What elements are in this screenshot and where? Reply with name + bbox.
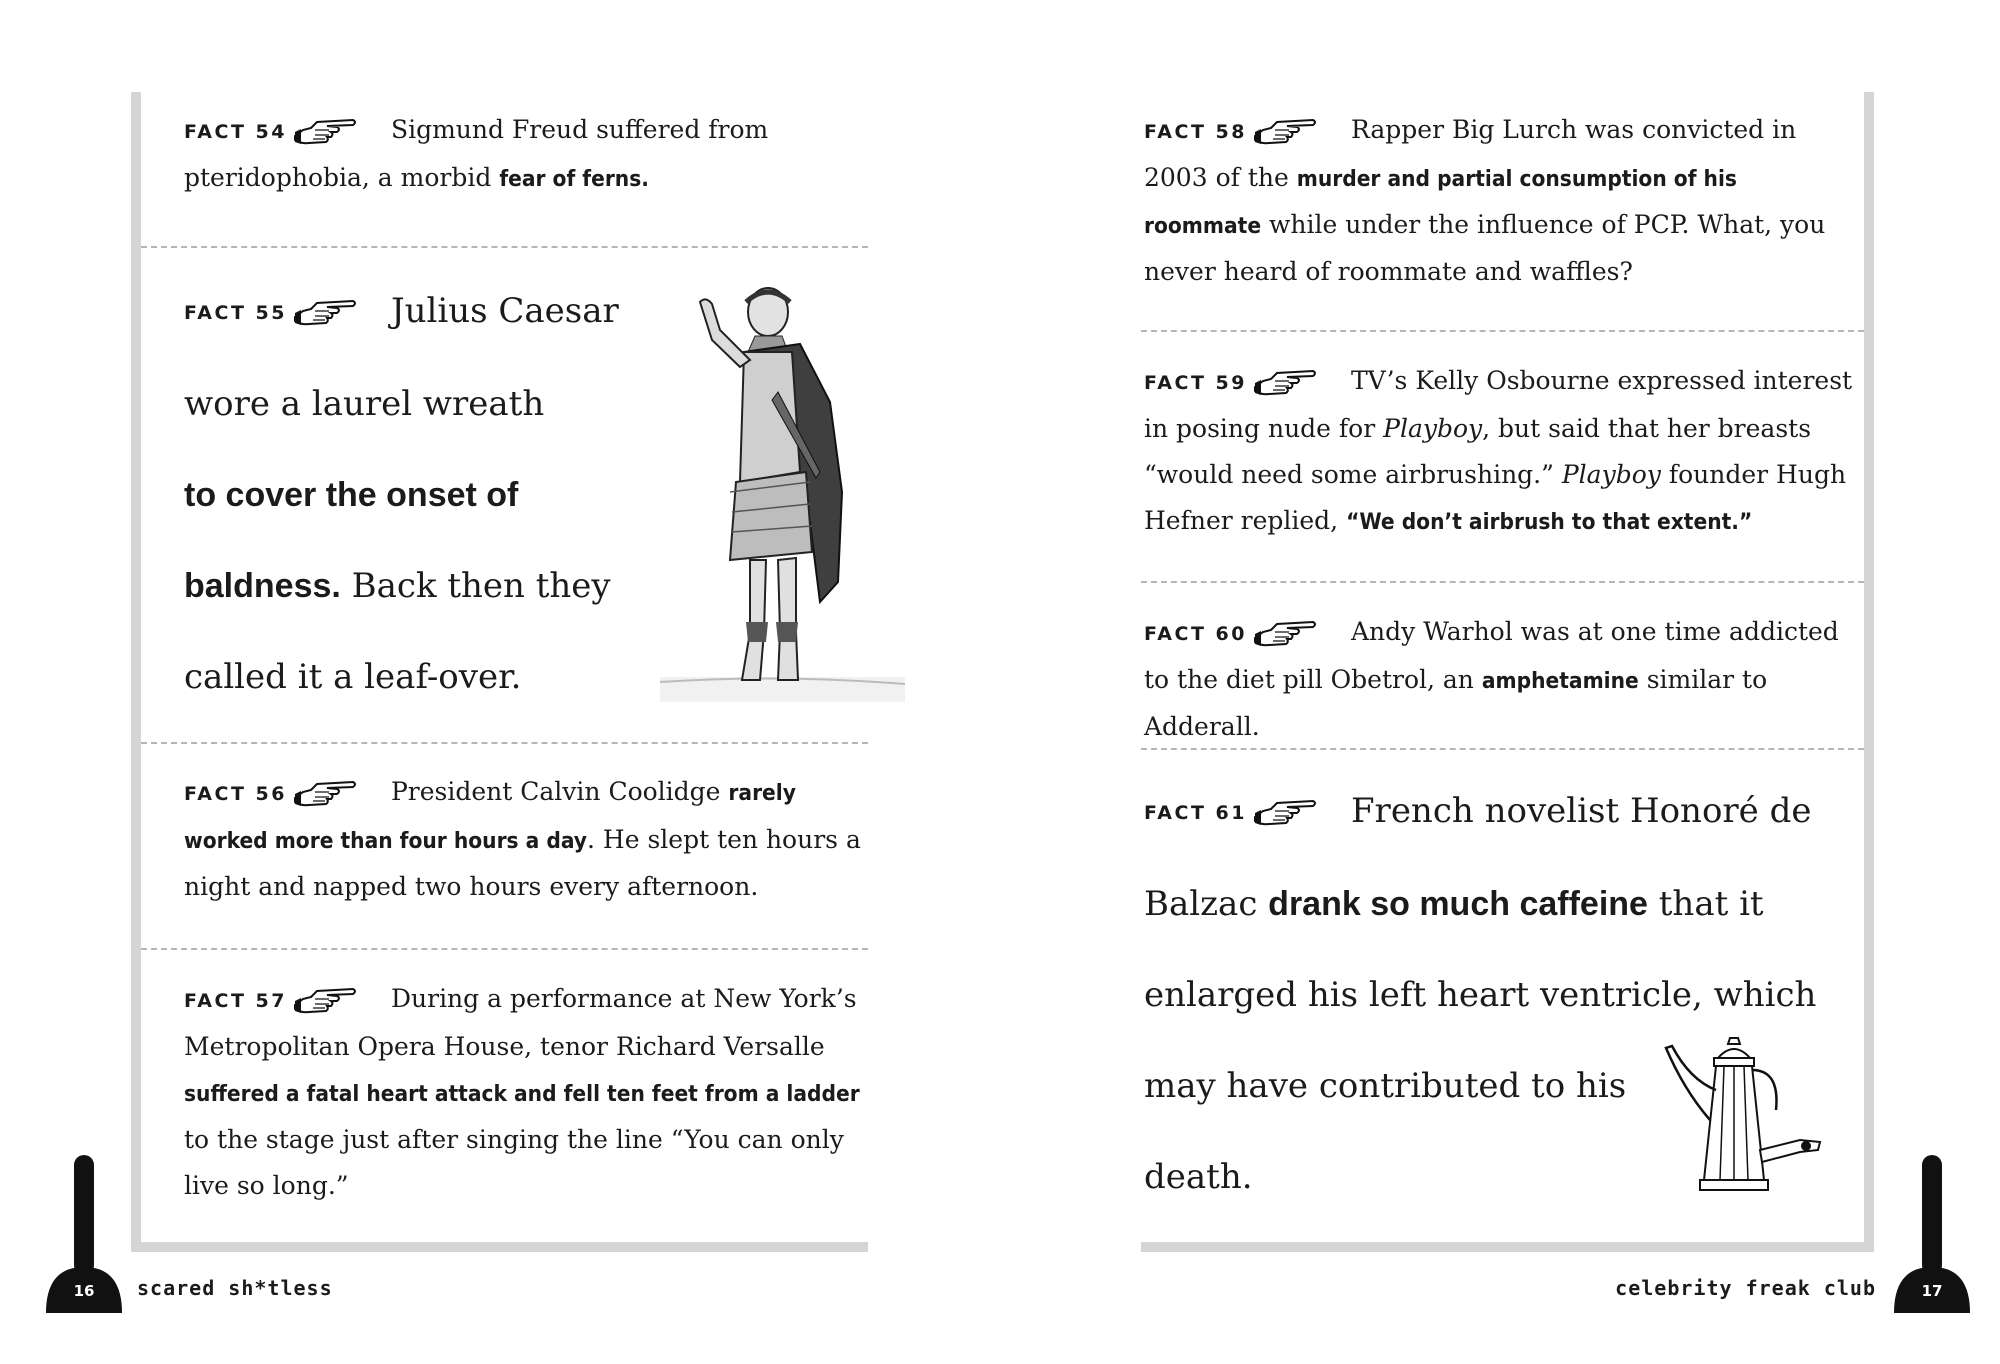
fact-emphasis: suffered a fatal heart attack and fell ten feet from a ladder [184, 1080, 860, 1107]
pointing-hand-icon [293, 116, 359, 148]
fact-56 [184, 769, 884, 910]
divider [141, 246, 868, 248]
fact-line: death. [1144, 1156, 1253, 1197]
fact-text: Rapper Big Lurch was convicted in 2003 of the [1144, 115, 1797, 192]
fact-emphasis: rarely worked more than four hours a day [184, 780, 796, 854]
fact-emphasis: amphetamine [1481, 667, 1639, 694]
fact-line: wore a laurel wreath [184, 383, 545, 424]
fact-text: . He slept ten hours a night and napped two hours every afternoon. [184, 824, 861, 901]
fact-55 [184, 266, 654, 723]
fact-text: while under the influence of PCP. What, you never heard of roommate and waffles? [1144, 209, 1826, 286]
fact-emphasis: drank so much caffeine [1268, 884, 1648, 923]
fact-label: FACT 56 [184, 782, 287, 805]
fact-54 [184, 107, 884, 202]
fact-label: FACT 57 [184, 989, 287, 1012]
fact-57 [184, 976, 884, 1209]
fact-label: FACT 58 [1144, 120, 1247, 143]
pointing-hand-icon [293, 778, 359, 810]
fact-59 [1144, 358, 1854, 545]
fact-line [1144, 859, 1854, 950]
divider [1141, 581, 1864, 583]
fact-text: Balzac [1144, 883, 1269, 924]
fact-emphasis: fear of ferns. [499, 165, 649, 192]
fact-text: During a performance at New York’s Metropolitan Opera House, tenor Richard Versalle [184, 984, 857, 1061]
fact-label: FACT 59 [1144, 371, 1247, 394]
fact-line: called it a leaf-over. [184, 656, 522, 697]
divider [141, 948, 868, 950]
fact-emphasis: “We don’t airbrush to that extent.” [1346, 508, 1753, 535]
divider [141, 742, 868, 744]
fact-text: Julius Caesar [390, 291, 619, 331]
fact-text: that it [1647, 883, 1764, 924]
right-page-border-bottom [1141, 1242, 1874, 1252]
fact-emphasis: murder and partial consumption of his roommate [1144, 165, 1737, 239]
running-title: celebrity freak club [1615, 1276, 1876, 1300]
fact-58 [1144, 107, 1854, 295]
pointing-hand-icon [1253, 797, 1319, 829]
fact-line [1144, 766, 1854, 859]
fact-text: , but said that her breasts “would need some airbrushing.” [1144, 413, 1812, 489]
fact-text: to the stage just after singing the line “You can only live so long.” [184, 1124, 844, 1200]
fact-text: Andy Warhol was at one time addicted to the diet pill Obetrol, an [1144, 617, 1839, 694]
fact-line [184, 266, 654, 359]
divider [1141, 330, 1864, 332]
julius-caesar-illustration [660, 282, 905, 702]
coffee-pot-illustration [1660, 1030, 1830, 1200]
fact-italic: Playboy [1383, 413, 1483, 443]
pointing-hand-icon [1253, 116, 1319, 148]
pointing-hand-icon [293, 297, 359, 329]
fact-text: President Calvin Coolidge [390, 777, 729, 806]
fact-line [184, 541, 654, 632]
divider [1141, 748, 1864, 750]
fact-line: may have contributed to his [1144, 1065, 1627, 1106]
fact-text: TV’s Kelly Osbourne expressed interest in posing nude for [1144, 366, 1853, 443]
fact-60 [1144, 609, 1854, 750]
fact-label: FACT 60 [1144, 622, 1247, 645]
fact-label: FACT 61 [1144, 801, 1247, 824]
pointing-hand-icon [1253, 367, 1319, 399]
left-page-border [131, 92, 141, 1252]
fact-line: enlarged his left heart ventricle, which [1144, 974, 1817, 1015]
page-number: 17 [1921, 1282, 1943, 1300]
fact-emphasis: baldness. [184, 566, 341, 605]
pointing-hand-icon [1253, 618, 1319, 650]
fact-text: Back then they [340, 565, 611, 606]
fact-label: FACT 55 [184, 301, 287, 324]
fact-italic: Playboy [1561, 459, 1661, 489]
fact-label: FACT 54 [184, 120, 287, 143]
right-page-border [1864, 92, 1874, 1252]
running-title: scared sh*tless [137, 1276, 333, 1300]
page-number: 16 [73, 1282, 95, 1300]
fact-text: Sigmund Freud suffered from pteridophobia, a morbid [184, 115, 769, 192]
fact-text: founder Hugh Hefner replied, [1144, 459, 1847, 535]
fact-emphasis: to cover the onset of [184, 475, 519, 514]
left-page-border-bottom [131, 1242, 868, 1252]
fact-text: French novelist Honoré de [1350, 791, 1812, 831]
fact-text: similar to Adderall. [1144, 664, 1768, 741]
pointing-hand-icon [293, 985, 359, 1017]
